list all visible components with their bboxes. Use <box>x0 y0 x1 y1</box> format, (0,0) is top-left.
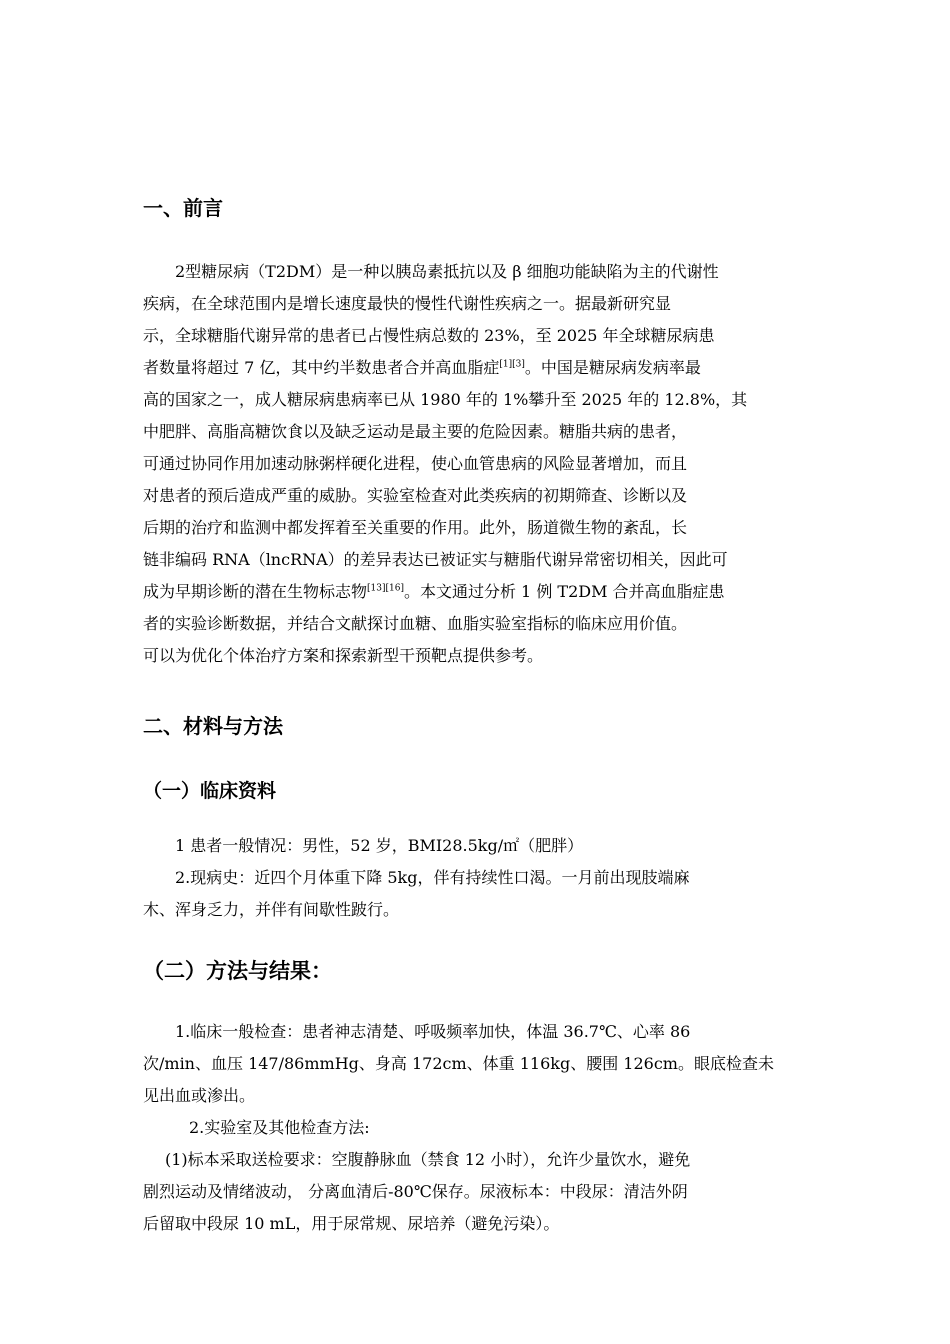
text-line: 次/min、血压 147/86mmHg、身高 172cm、体重 116kg、腰围 126cm。眼底检查未 <box>143 1054 774 1073</box>
text-line: 见出血或渗出。 <box>143 1086 256 1105</box>
text-line: 链非编码 RNA（lncRNA）的差异表达已被证实与糖脂代谢异常密切相关，因此可 <box>143 550 728 569</box>
text-line <box>143 352 813 384</box>
text-segment: 。中国是糖尿病发病率最 <box>524 358 701 377</box>
text-line: 中肥胖、高脂高糖饮食以及缺乏运动是最主要的危险因素。糖脂共病的患者， <box>143 422 688 441</box>
text-line: 后期的治疗和监测中都发挥着至关重要的作用。此外，肠道微生物的紊乱，长 <box>143 518 688 537</box>
citation-ref: [1][3] <box>499 359 525 370</box>
citation-ref: [13][16] <box>367 583 404 594</box>
text-line: 1.临床一般检查：患者神志清楚、呼吸频率加快，体温 36.7℃、心率 86 <box>175 1022 691 1041</box>
text-line: (1)标本采取送检要求：空腹静脉血（禁食 12 小时），允许少量饮水，避免 <box>165 1150 691 1169</box>
text-line: 可以为优化个体治疗方案和探索新型干预靶点提供参考。 <box>143 646 544 665</box>
text-line: 2.实验室及其他检查方法: <box>189 1118 370 1137</box>
text-line: 可通过协同作用加速动脉粥样硬化进程，使心血管患病的风险显著增加，而且 <box>143 454 688 473</box>
intro-paragraph <box>143 256 813 672</box>
text-segment: 成为早期诊断的潜在生物标志物 <box>143 582 368 601</box>
subsection-heading-clinical-data: （一）临床资料 <box>143 780 277 802</box>
subsection-heading-methods-results: （二）方法与结果： <box>143 959 332 983</box>
text-line: 对患者的预后造成严重的威胁。实验室检查对此类疾病的初期筛查、诊断以及 <box>143 486 688 505</box>
text-line: 疾病，在全球范围内是增长速度最快的慢性代谢性疾病之一。据最新研究显 <box>143 294 672 313</box>
text-line: 后留取中段尿 10 mL，用于尿常规、尿培养（避免污染）。 <box>143 1214 560 1233</box>
text-segment: 者数量将超过 7 亿，其中约半数患者合并高血脂症 <box>143 358 500 377</box>
clinical-data-paragraph <box>143 830 813 926</box>
text-line: 者的实验诊断数据，并结合文献探讨血糖、血脂实验室指标的临床应用价值。 <box>143 614 688 633</box>
text-line: 2.现病史：近四个月体重下降 5kg，伴有持续性口渴。一月前出现肢端麻 <box>175 868 690 887</box>
text-line: 1 患者一般情况：男性，52 岁，BMI28.5kg/㎡（肥胖） <box>175 836 584 855</box>
section-heading-preface: 一、前言 <box>143 196 223 220</box>
text-line <box>143 576 813 608</box>
text-line: 剧烈运动及情绪波动， 分离血清后-80℃保存。尿液标本：中段尿：清洁外阴 <box>143 1182 688 1201</box>
text-line: 木、浑身乏力，并伴有间歇性跛行。 <box>143 900 400 919</box>
section-heading-materials-methods: 二、材料与方法 <box>143 714 283 738</box>
text-line: 示，全球糖脂代谢异常的患者已占慢性病总数的 23%，至 2025 年全球糖尿病患 <box>143 326 715 345</box>
text-line: 高的国家之一，成人糖尿病患病率已从 1980 年的 1%攀升至 2025 年的 12.8%，其 <box>143 390 748 409</box>
text-segment: 。本文通过分析 1 例 T2DM 合并高血脂症患 <box>403 582 725 601</box>
text-line: 2型糖尿病（T2DM）是一种以胰岛素抵抗以及 β 细胞功能缺陷为主的代谢性 <box>175 262 719 281</box>
methods-results-paragraph <box>143 1016 813 1240</box>
